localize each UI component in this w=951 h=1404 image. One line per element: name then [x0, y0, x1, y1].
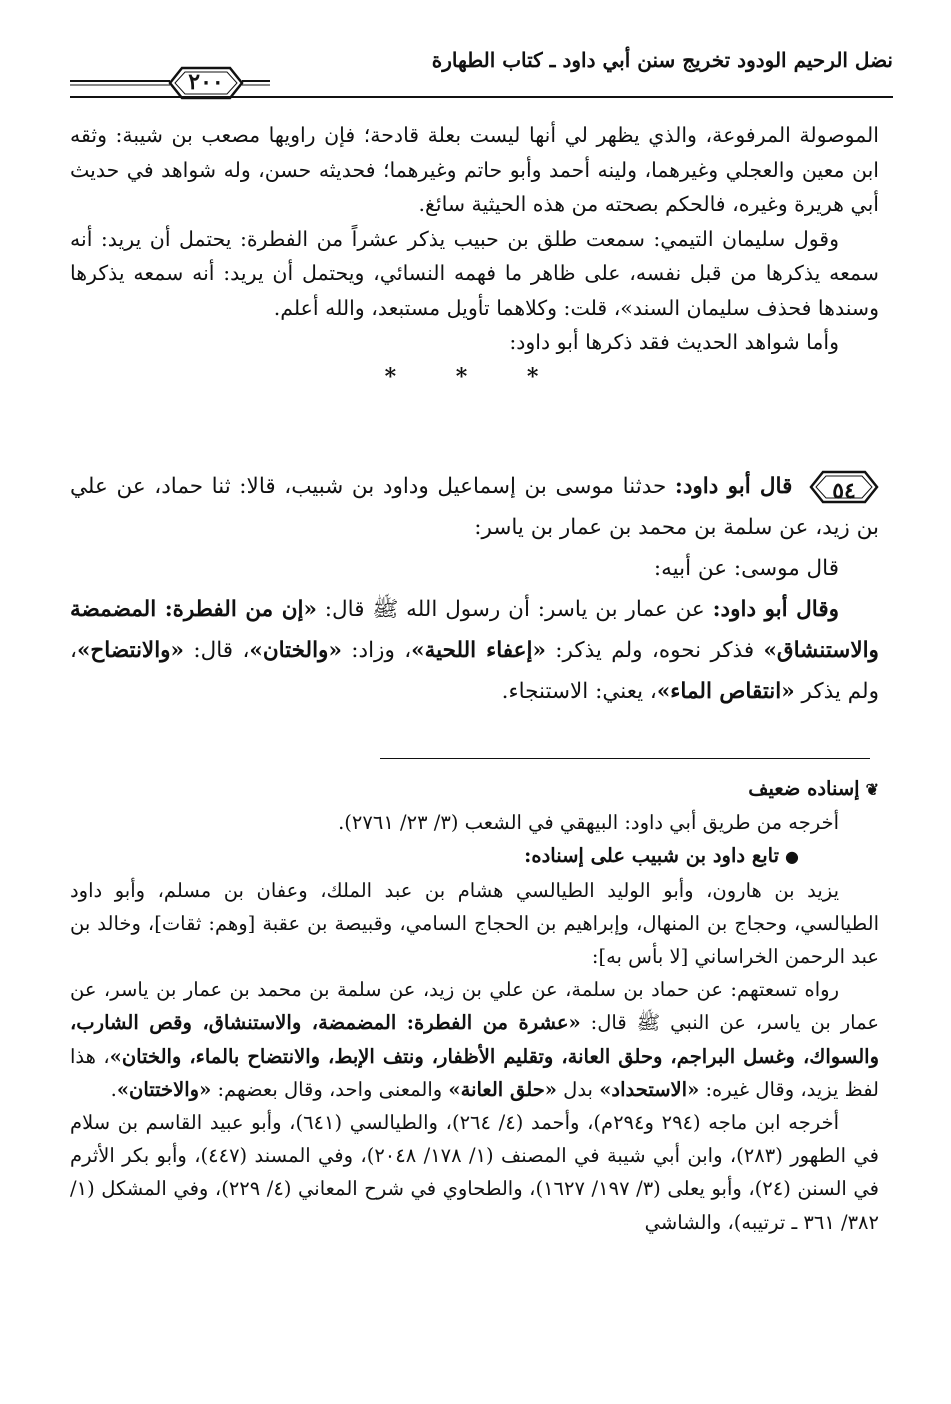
- note-paragraph: أخرجه ابن ماجه (٢٩٤ و٢٩٤م)، وأحمد (٤/ ٢٦٤)، والطيالسي (٦٤١)، وأبو عبيد القاسم بن سلام في الطهور (٢٨٣)، وابن أبي شيبة في المصنف (١/ ١٧٨/ ٢٠٤٨)، وفي المسند (٤٤٧)، وأبو بكر الأثرم في السنن (٢٤)، وأبو يعلى (٣/ ١٩٧/ ١٦٢٧)، والطحاوي في شرح المعاني (٤/ ٢٢٩)، وفي المشكل (١/ ٣٨٢/ ٣٦١ ـ ترتيبه)، والشاشي: [70, 1111, 879, 1234]
- bold-quote: «إن من الفطرة: المضمضة والاستنشاق»: [70, 597, 879, 663]
- hadith-number: ٥٤: [832, 478, 856, 504]
- grade-text: إسناده ضعيف: [748, 777, 860, 800]
- main-text: [70, 118, 879, 394]
- text: رواه تسعتهم: عن حماد بن سلمة، عن علي بن زيد، عن سلمة بن محمد بن عمار بن ياسر، عن عمار بن ياسر، عن النبي ﷺ قال:: [70, 978, 879, 1035]
- note-paragraph: يزيد بن هارون، وأبو الوليد الطيالسي هشام بن عبد الملك، وعفان بن مسلم، وأبو داود الطيالسي، وحجاج بن المنهال، وإبراهيم بن الحجاج السامي، وقبيصة بن عقبة [وهم: ثقات]، وخالد بن عبد الرحمن الخراساني [لا بأس به]:: [70, 878, 879, 969]
- paragraph: وأما شواهد الحديث فقد ذكرها أبو داود:: [509, 330, 839, 354]
- text: ، قال:: [193, 638, 250, 663]
- hadith-intro-bold: قال أبو داود:: [674, 474, 793, 499]
- page-header: [70, 38, 893, 104]
- commentary: [70, 772, 879, 1239]
- bold-quote: «حلق العانة»: [448, 1077, 557, 1101]
- text: ، هذا لفظ يزيد، وقال غيره:: [70, 1044, 879, 1101]
- text: عن عمار بن ياسر: أن رسول الله ﷺ قال:: [324, 597, 705, 622]
- text: ، ولم يذكر: [70, 638, 879, 704]
- paragraph: الموصولة المرفوعة، والذي يظهر لي أنها ليست بعلة قادحة؛ فإن راويها مصعب بن شيبة: وثقه ابن معين والعجلي وغيرهما، ولينه أحمد وأبو حاتم وغيرهما؛ فحديثه حسن، وله شواهد في حديث أبي هريرة وغيره، فالحكم بصحته من هذه الحيثية سائغ.: [70, 123, 879, 216]
- bold-quote: «الاستحداد»: [599, 1077, 700, 1101]
- bold-quote: «انتقاص الماء»: [656, 679, 795, 704]
- ornament-icon: ❦: [865, 780, 879, 799]
- text: فذكر نحوه، ولم يذكر:: [555, 638, 755, 663]
- note-paragraph: [70, 973, 879, 1106]
- text: والمعنى واحد، وقال بعضهم:: [217, 1077, 443, 1101]
- grade-line: [70, 772, 879, 806]
- bold-quote: «والختان»: [249, 638, 342, 663]
- header-rule: [70, 96, 893, 98]
- note-paragraph: أخرجه من طريق أبي داود: البيهقي في الشعب (٣/ ٢٣/ ٢٧٦١).: [338, 811, 839, 835]
- bold-text: وقال أبو داود:: [712, 597, 839, 622]
- text: .: [110, 1077, 117, 1101]
- hadith-chain: حدثنا موسى بن إسماعيل وداود بن شبيب، قالا: ثنا حماد، عن علي بن زيد، عن سلمة بن محمد بن عمار بن ياسر:: [70, 474, 879, 540]
- hadith-block: [70, 466, 879, 712]
- text: ، يعني: الاستنجاء.: [501, 679, 657, 704]
- bullet-icon: ●: [785, 847, 799, 867]
- hadith-intro: [70, 466, 879, 548]
- note-heading-text: تابع داود بن شبيب على إسناده:: [524, 844, 780, 868]
- bold-quote: «والانتضاح»: [76, 638, 184, 663]
- running-title: نضل الرحيم الودود تخريج سنن أبي داود ـ كتاب الطهارة: [431, 48, 893, 72]
- footnote-divider: [380, 758, 870, 759]
- hadith-number-badge: [809, 470, 879, 504]
- section-separator: * * *: [384, 363, 565, 390]
- paragraph: وقول سليمان التيمي: سمعت طلق بن حبيب يذكر عشراً من الفطرة: يحتمل أن يريد: أنه سمعه يذكرها من قبل نفسه، على ظاهر ما فهمه النسائي، ويحتمل أن يريد: أنه سمعه يذكرها وسندها فحذف سليمان السند»، قلت: وكلاهما تأويل مستبعد، والله أعلم.: [70, 226, 879, 320]
- bold-quote: «إعفاء اللحية»: [411, 638, 546, 663]
- text: بدل: [563, 1077, 593, 1101]
- bold-quote: «عشرة من الفطرة: المضمضة، والاستنشاق، وقص الشارب، والسواك، وغسل البراجم، وحلق العانة، وتقليم الأظفار، ونتف الإبط، والانتضاح بالماء، والختان»: [70, 1011, 879, 1068]
- text: ، وزاد:: [351, 638, 412, 663]
- hadith-text: [70, 589, 879, 712]
- bold-quote: «والاختتان»: [116, 1077, 212, 1101]
- note-heading: [70, 839, 879, 873]
- hadith-line: قال موسى: عن أبيه:: [653, 556, 839, 581]
- page-number: ٢٠٠: [188, 69, 224, 95]
